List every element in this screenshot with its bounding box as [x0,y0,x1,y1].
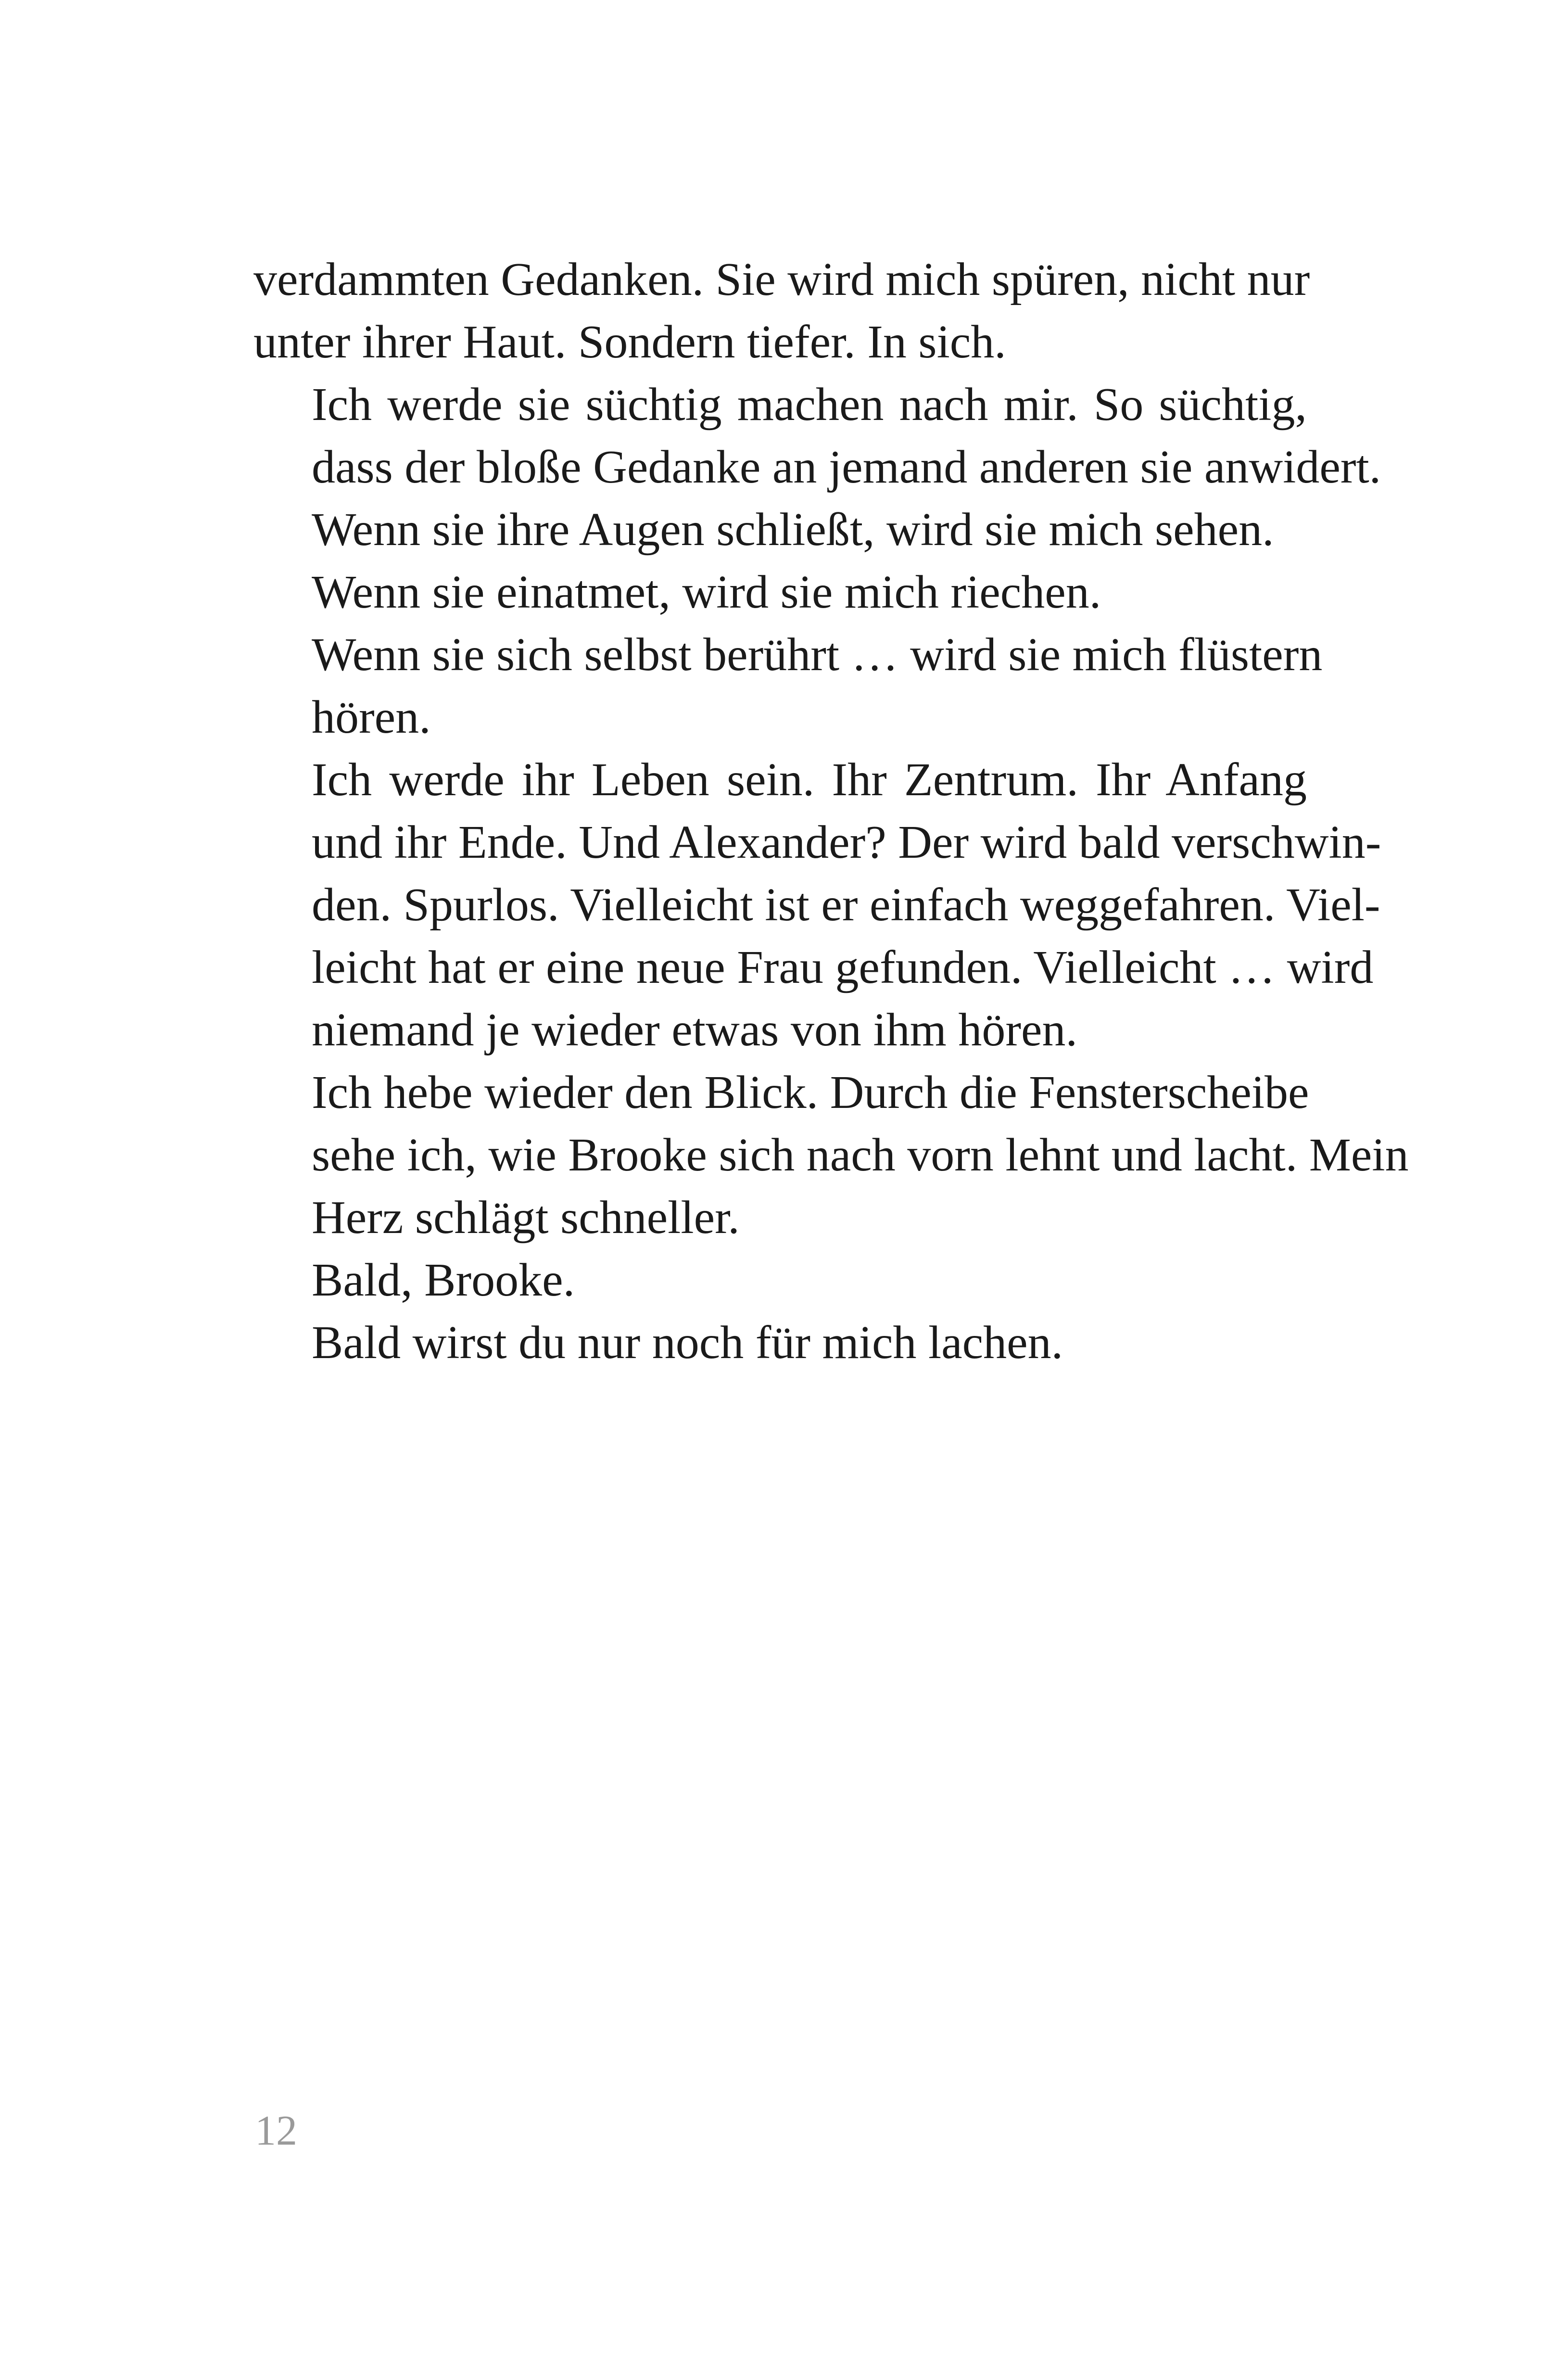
text-line: verdammten Gedanken. Sie wird mich spüren, nicht nur [253,254,1310,305]
text-line: hören. [312,691,431,743]
text-line: den. Spurlos. Vielleicht ist er einfach weggefahren. Viel- [312,879,1380,931]
text-line: Wenn sie sich selbst berührt … wird sie mich flüstern [312,629,1323,681]
paragraph [253,1311,1307,1374]
text-line: leicht hat er eine neue Frau gefunden. Vielleicht … wird [312,941,1374,993]
text-line: Ich werde sie süchtig machen nach mir. So süchtig, [312,379,1307,431]
text-line: Bald wirst du nur noch für mich lachen. [312,1317,1063,1369]
text-line: unter ihrer Haut. Sondern tiefer. In sich. [253,316,1006,368]
text-line: Ich werde ihr Leben sein. Ihr Zentrum. Ihr Anfang [312,754,1307,806]
paragraph [253,749,1381,1061]
paragraph [253,248,1310,373]
text-line: Wenn sie einatmet, wird sie mich riechen. [312,566,1101,618]
paragraph [253,373,1381,498]
text-line: Ich hebe wieder den Blick. Durch die Fensterscheibe [312,1067,1309,1118]
paragraph [253,1249,1307,1311]
text-line: sehe ich, wie Brooke sich nach vorn lehnt und lacht. Mein [312,1129,1409,1181]
paragraph [253,623,1323,749]
text-line: niemand je wieder etwas von ihm hören. [312,1004,1078,1056]
body-text [253,248,1409,1374]
text-line: Bald, Brooke. [312,1254,575,1306]
text-line: dass der bloße Gedanke an jemand anderen sie anwidert. [312,441,1381,493]
text-line: und ihr Ende. Und Alexander? Der wird bald verschwin- [312,816,1381,868]
paragraph [253,1061,1409,1249]
paragraph [253,498,1307,561]
text-line: Wenn sie ihre Augen schließt, wird sie mich sehen. [312,504,1274,556]
page-number: 12 [255,2108,297,2154]
text-line: Herz schlägt schneller. [312,1192,740,1244]
paragraph [253,561,1307,623]
